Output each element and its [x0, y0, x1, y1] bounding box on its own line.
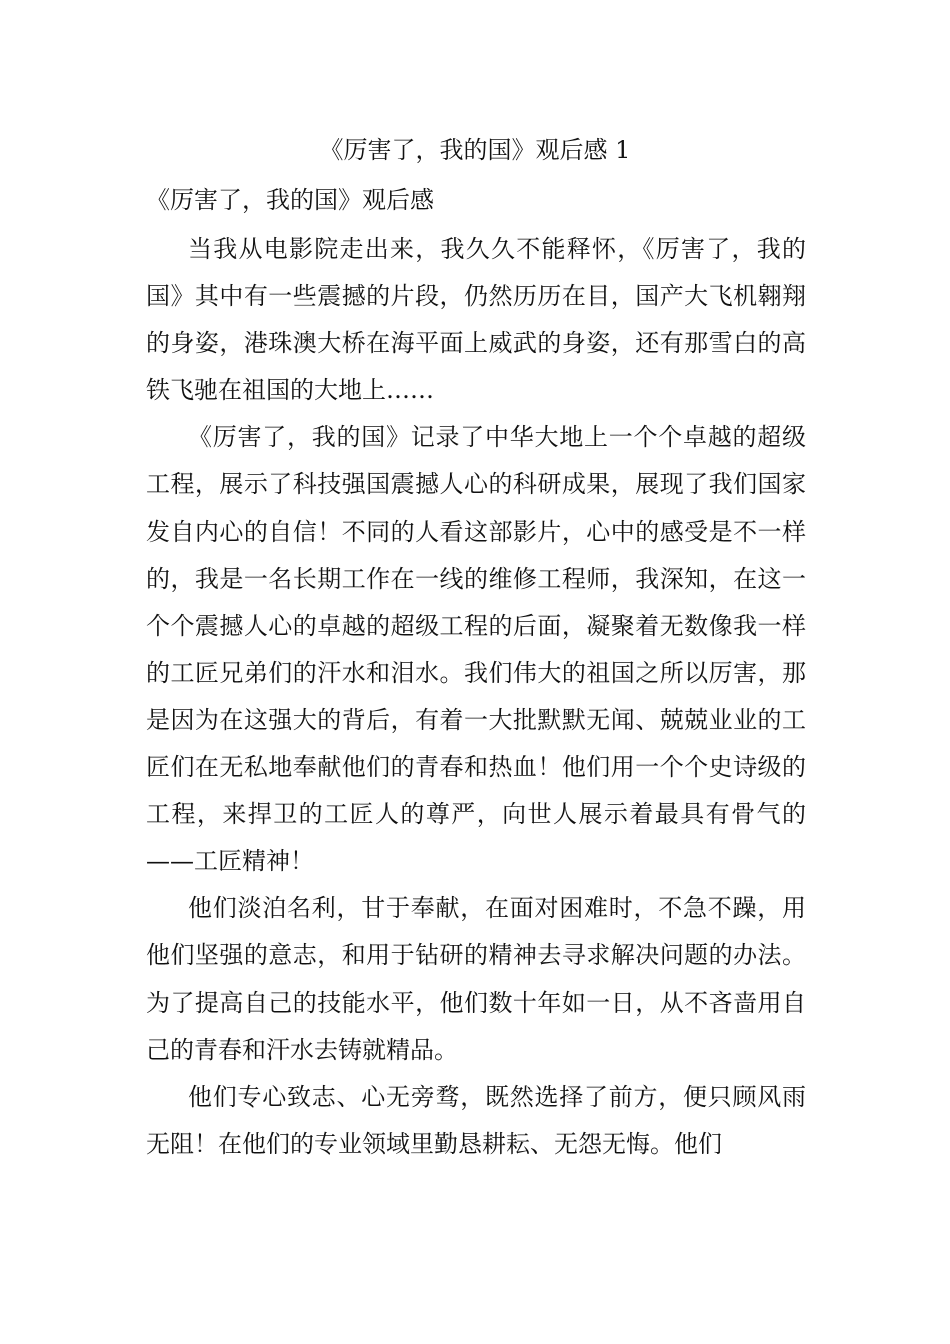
paragraph-1: 当我从电影院走出来，我久久不能释怀，《厉害了，我的国》其中有一些震撼的片段，仍然历历在目，国产大飞机翱翔的身姿，港珠澳大桥在海平面上威武的身姿，还有那雪白的高铁飞驰在祖国的大地上…… [146, 235, 806, 405]
paragraph-3: 他们淡泊名利，甘于奉献，在面对困难时，不急不躁，用他们坚强的意志，和用于钻研的精神去寻求解决问题的办法。为了提高自己的技能水平，他们数十年如一日，从不吝啬用自己的青春和汗水去铸就精品。 [146, 894, 806, 1064]
paragraph-2: 《厉害了，我的国》记录了中华大地上一个个卓越的超级工程，展示了科技强国震撼人心的科研成果，展现了我们国家发自内心的自信！不同的人看这部影片，心中的感受是不一样的，我是一名长期工作在一线的维修工程师，我深知，在这一个个震撼人心的卓越的超级工程的后面，凝聚着无数像我一样的工匠兄弟们的汗水和泪水。我们伟大的祖国之所以厉害，那是因为在这强大的背后，有着一大批默默无闻、兢兢业业的工匠们在无私地奉献他们的青春和热血！他们用一个个史诗级的工程，来捍卫的工匠人的尊严，向世人展示着最具有骨气的——工匠精神！ [146, 423, 806, 876]
document-subtitle: 《厉害了，我的国》观后感 [146, 186, 434, 214]
paragraph-4: 他们专心致志、心无旁骛，既然选择了前方，便只顾风雨无阻！在他们的专业领域里勤恳耕耘、无怨无悔。他们 [146, 1082, 806, 1158]
document-body [146, 226, 806, 1168]
document-title: 《厉害了，我的国》观后感 1 [319, 136, 631, 164]
